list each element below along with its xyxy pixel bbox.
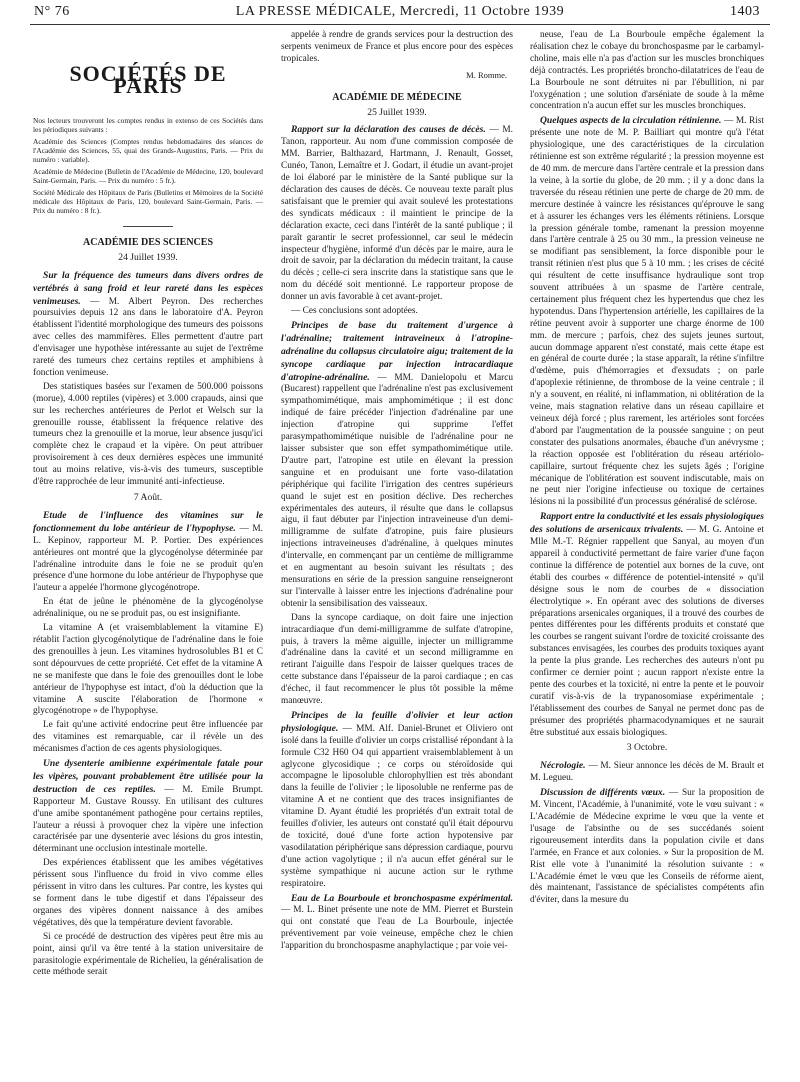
paragraph: appelée à rendre de grands services pour la destruction des serpents venimeux de France et plus encore pour des espèces tropicales.	[281, 30, 513, 64]
paragraph: Dans la syncope cardiaque, on doit faire une injection intracardiaque d'un demi-milligramme de sulfate d'atropine, puis, à travers la même aiguille, injecter un milligramme d'adrénaline dans la cavité et un second milligramme en retirant l'aiguille dans l'espoir de laisser quelques traces de cette substance dans l'épaisseur de la paroi cardiaque ; en cas d'échec, il faut recommencer le plus tôt possible la même manœuvre.	[281, 612, 513, 707]
article-title: Nécrologie.	[540, 760, 586, 772]
paragraph: — Ces conclusions sont adoptées.	[291, 306, 418, 317]
article-retine	[530, 115, 764, 509]
paragraph: neuse, l'eau de La Bourboule empêche également la réalisation chez le cobaye du bronchospasme par le carbamyl-choline, mais elle n'a pas d'action sur les muscles bronchiques déjà contractés. Les propriétés broncho-dilatatrices de l'eau de La Bourboule ne sont détruites ni par l'ébullition, ni par l'oxygénation ; une solution d'arséniate de soude à la même concentration n'a aucun effet sur les muscles bronchiques.	[530, 30, 764, 112]
paragraph: Si ce procédé de destruction des vipères peut être mis au point, ainsi qu'il va être tenté à la station universitaire de parasitologie expérimentale de Richelieu, la généralisation de cette méthode serait	[33, 931, 263, 978]
column-3	[530, 30, 764, 1075]
article-olivier	[281, 710, 513, 891]
column-1	[33, 30, 263, 1075]
source-hopitaux: Société Médicale des Hôpitaux de Paris (Bulletins et Mémoires de la Société médicale des Hôpitaux de Paris, 120, boulevard Saint-Germain, Paris. — Prix du numéro : 8 fr.).	[33, 187, 263, 216]
article-vitamines	[33, 510, 263, 595]
paragraph: La vitamine A (et vraisemblablement la vitamine E) rétablit l'action glycogénolytique de l'adrénaline dans le foie des grenouilles à jeun. Les vitamines hydrosolubles B1 et C sont dépourvues de cette propriété. Cet effet de la vitamine A ne se manifeste que dans le foie des grenouilles dont le lobe antérieur de l'hypophyse est intact, d'où la déduction que la vitamine A suscite l'élaboration de l'hormone « glycogénotrope » de l'hypophyse.	[33, 623, 263, 717]
article-body: — M. Tanon, rapporteur. Au nom d'une commission composée de MM. Barrier, Balthazard, Hartmann, J. Renault, Gosset, Cunéo, Tanon, Lemaître et J. Godart, il étudie un avant-projet de loi élaboré par le ministère de la Santé publique sur la déclaration des causes de décès. Ce nouveau texte paraît plus satisfaisant que le premier qui avait soulevé les protestations des syndicats médicaux : il maintient le principe de la déclaration exacte, ceci dans l'intérêt de la santé publique ; il paraît garantir le secret professionnel, car seul le médecin inspecteur d'hygiène, informé d'un décès par le maire, aura le droit de savoir, par la déclaration du médecin traitant, la cause du décès ; celle-ci sera inscrite dans la statistique sans que le nom du décédé soit mentionné. Le rapporteur propose de donner un avis favorable à cet avant-projet.	[281, 125, 513, 303]
article-necrologie	[530, 760, 764, 785]
article-title: Quelques aspects de la circulation rétinienne.	[540, 115, 722, 127]
paragraph: Des statistiques basées sur l'examen de 500.000 poissons (morue), 4.000 reptiles (vipères) et 3.000 crapauds, ainsi que sur les recherches antérieures de Perlot et Welsch sur la grenouille rousse, établissent la fréquence relative des tumeurs chez la grenouille et la morue, leur absence jusqu'ici complète chez le crapaud et la vipère. On peut attribuer provisoirement à ces deux dernières espèces une immunité tout au moins relative, vis-à-vis des tumeurs, susceptible d'être rapprochée de leur immunité anti-infectieuse.	[33, 381, 263, 488]
session-date: 3 Octobre.	[626, 742, 668, 754]
article-tumeurs	[33, 270, 263, 380]
article-body: — M. Sieur annonce les décès de M. Brault et M. Legueu.	[530, 761, 764, 784]
section-heading-medecine: ACADÉMIE DE MÉDECINE	[332, 91, 462, 103]
signature: M. Romme.	[466, 69, 507, 80]
header-rule	[30, 24, 770, 25]
divider	[123, 226, 173, 227]
intro-text: Nos lecteurs trouveront les comptes rendus in extenso de ces Sociétés dans les périodiques suivants :	[33, 115, 263, 135]
article-title: Principes de la feuille d'olivier et leur action physiologique.	[281, 709, 513, 734]
article-body: — M. L. Binet présente une note de MM. Pierret et Burstein qui ont constaté que l'eau de La Bourboule, injectée préventivement par voie veineuse, empêche chez le chien l'apparition du bronchospasme anaphylactique ; par voie vei-	[281, 905, 513, 952]
paragraph: Des expériences établissent que les amibes végétatives périssent sous l'influence du froid in vivo comme elles périssent in vitro dans les cultures. Par contre, les kystes qui se forment dans le tube digestif et dans l'épaisseur des organes des vipères donnent naissance à des amibes végétatives, dès que la température devient favorable.	[33, 858, 263, 928]
article-title: Rapport sur la déclaration des causes de décès.	[291, 124, 486, 136]
paragraph: Le fait qu'une activité endocrine peut être influencée par des vitamines est remarquable, car il révèle un des mécanismes d'action de ces agents physiologiques.	[33, 720, 263, 755]
article-body: — M. Rist présente une note de M. P. Bailliart qui montre qu'à l'état physiologique, une des caractéristiques de la circulation rétinienne est son extrême régularité ; la pression moyenne est de 40 mm. de mercure dans l'artère centrale et la pression dans la veine, à la sortie du globe, de 20 mm. ; il y a donc dans la traversée du réseau rétinien une perte de charge de 20 mm. de mercure destinée à vaincre les résistances qu'éprouve le sang et à assurer les échanges vers les éléments rétiniens. Lorsque la pression générale tombe, ramenant la pression moyenne dans l'artère centrale à 25 ou 30 mm., la pression veineuse ne se modifiant pas sensiblement, la force disponible pour le transit rétinien n'est plus que 5 à 10 mm. ; les crises de cécité qui résultent de cette insuffisance hydraulique sont trop souvent attribuées à un spasme de l'artère centrale, certainement plus fréquent chez les hypertendus que chez les hypotendus. Dans l'hypertension artérielle, les capillaires de la rétine peuvent avoir à supporter une charge énorme de 100 mm. de mercure ; parfois, chez des sujets jeunes surtout, aucun dommage apparent n'est constaté, mais cette étape est en général de courte durée ; la stase apparaît, la rétine s'infiltre d'œdème, puis d'hémorragies et d'exsudats ; on parle d'apoplexie rétinienne, de thrombose de la veine centrale ; il n'y a souvent, en réalité, ni inflammation, ni oblitération de la veine, mais stagnation relative dans un réseau capillaire et veineux déjà forcé ; plus rarement, les artérioles sont forcées d'abord par l'augmentation de la poussée sanguine ; on peut constater des pulsations anormales, ébauche d'un anévrysme ; la réaction opposée est l'oblitération du réseau artériolo-capillaire, surtout fréquente chez les sujets âgés ; l'origine mécanique de l'oblitération est souvent indiscutable, mais on ne peut nier l'origine infectieuse ou toxique de certaines lésions ni la possibilité d'un processus généralisé de sclérose.	[530, 116, 764, 508]
session-date: 25 Juillet 1939.	[367, 106, 427, 118]
article-dysenterie	[33, 758, 263, 856]
source-medecine: Académie de Médecine (Bulletin de l'Académie de Médecine, 120, boulevard Saint-Germain, Paris. — Prix du numéro : 5 fr.).	[33, 166, 263, 186]
article-title: Discussion de différents vœux.	[540, 787, 666, 799]
article-deces	[281, 124, 513, 304]
section-heading-sciences: ACADÉMIE DES SCIENCES	[82, 236, 214, 248]
page-title: SOCIÉTÉS DE PARIS	[69, 61, 227, 98]
journal-title: LA PRESSE MÉDICALE, Mercredi, 11 Octobre 1939	[235, 4, 565, 19]
page-header	[0, 0, 800, 24]
article-voeux	[530, 787, 764, 907]
article-body: — M. L. Kepinov, rapporteur M. P. Portier. Des expériences antérieures ont montré que la glycogénolyse déterminée par l'adrénaline introduite dans le foie ne se produit qu'en présence d'une hormone du lobe antérieur de l'hypophyse que l'auteur a appelée l'hormone glycogénotrope.	[33, 523, 263, 594]
paragraph: En état de jeûne le phénomène de la glycogénolyse adrénalinique, ou ne se produit pas, ou est insignifiante.	[33, 597, 263, 620]
article-title: Sur la fréquence des tumeurs dans divers ordres de vertébrés à sang froid et leur rareté dans les espèces venimeuses.	[33, 269, 263, 307]
article-body: — MM. Danielopolu et Marcu (Bucarest) rappellent que l'adrénaline n'est pas exclusivement sympathomimétique, mais amphomimétique ; il est donc indiqué de faire précéder l'injection d'adrénaline par une injection d'atropine qui supprime l'effet parasympathomimétique nuisible de l'adrénaline pour ne laisser subsister que son effet sympathomimétique utile. D'autre part, l'atropine est utile en élevant la pression sanguine et en produisant une forte vaso-dilatation périphérique qui facilite l'irrigation des centres supérieurs quand le sujet est en position déclive. Des recherches expérimentales des auteurs, il résulte que dans le collapsus aigu, il faut débuter par l'injection intraveineuse d'un demi-milligramme de sulfate d'atropine, puis faire plusieurs injections intraveineuses d'adrénaline, à quelques minutes d'intervalle, en commençant par un centième de milligramme et en augmentant au besoin suivant les résultats ; des mensurations en série de la pression sanguine renseigneront sur l'intervalle à laisser entre les injections d'adrénaline pour obtenir la sensibilisation des vaisseaux.	[281, 372, 513, 609]
article-title: Rapport entre la conductivité et les essais physiologiques des solutions de arsenicaux trivalents.	[530, 511, 764, 536]
article-adrenaline	[281, 320, 513, 611]
issue-number: N° 76	[34, 4, 70, 19]
session-date: 24 Juillet 1939.	[118, 251, 178, 263]
column-2	[281, 30, 513, 1075]
article-title: Eau de La Bourboule et bronchospasme expérimental.	[291, 892, 513, 904]
page-number: 1403	[730, 4, 760, 19]
article-title: Etude de l'influence des vitamines sur le fonctionnement du lobe antérieur de l'hypophyse.	[33, 509, 263, 534]
source-sciences: Académie des Sciences (Comptes rendus hebdomadaires des séances de l'Académie des Sciences, 55, quai des Grands-Augustins, Paris. — Prix du numéro : variable).	[33, 136, 263, 165]
article-body: — M. Albert Peyron. Des recherches poursuivies depuis 12 ans dans le laboratoire d'A. Peyron établissent l'identité morphologique des tumeurs des poissons avec celles des mammifères. Elles permettent d'autre part d'envisager une hypothèse intéressante au sujet de l'extrême rareté des tumeurs chez certains reptiles et amphibiens à fonction venimeuse.	[33, 296, 263, 378]
article-arsenicaux	[530, 511, 764, 739]
article-body: — M. G. Antoine et Mlle M.-T. Régnier rappellent que Sanyal, au moyen d'un appareil à conductivité permettant de faire varier d'une façon continue la différence de potentiel aux bornes de la cuve, ont établi des courbes « différence de potentiel-intensité » qu'il désigne sous le nom de courbes de « dissociation électrolytique ». En opérant avec des solutions de diverses préparations arsenicales organiques, il a trouvé des courbes de pentes différentes pour les différents produits et constaté que les courbes se rangent suivant l'ordre de toxicité croissante des substances envisagées, les courbes des produits toxiques ayant la pente la plus grande. Les recherches des auteurs n'ont pu confirmer ce dernier point ; aucun rapport n'existe entre la pente des courbes et la toxicité, ni entre la pente et le pouvoir curatif vis-à-vis de la trypanosomiase expérimentale ; l'établissement des courbes de Sanyal ne permet donc pas de présumer des propriétés pharmacodynamiques et ne saurait être substitué aux essais biologiques.	[530, 525, 764, 738]
article-body: — M. Emile Brumpt. Rapporteur M. Gustave Roussy. En utilisant des cultures d'une amibe spontanément pathogène pour certains reptiles, l'auteur a réussi à provoquer chez la vipère une infection caractérisée par une dysenterie avec lésions du gros intestin, déterminant une occlusion intestinale mortelle.	[33, 784, 263, 855]
article-body: — MM. Alf. Daniel-Brunet et Oliviero ont isolé dans la feuille d'olivier un corps cristallisé répondant à la formule C32 H60 O4 qui appartient vraisemblablement à un aglycone glycosidique ; ce corps ou stéroïdoside qui accompagne le liposoluble chlorophyllien est très abondant dans la feuille de l'olivier ; le liposoluble ne renferme pas de vitamine A et ne contient que des traces insignifiantes de vitamine D. Ayant étudié les propriétés d'un extrait total de feuilles d'olivier, les auteurs ont constaté qu'il était dépourvu de toxicité, doué d'une forte action hypotensive par vasodilatation périphérique sans dépression cardiaque, pourvu d'une action vagolytique ; il n'a aucun effet général sur le système sympathique ni aucune action sur le rythme respiratoire.	[281, 723, 513, 889]
article-title: Principes de base du traitement d'urgence à l'adrénaline; traitement intraveineux à l'atropine-adrénaline du collapsus circulatoire aigu; traitement de la syncope cardiaque par injection intracardiaque d'atropine-adrénaline.	[281, 319, 513, 383]
article-body: — Sur la proposition de M. Vincent, l'Académie, à l'unanimité, vote le vœu suivant : « L'Académie de Médecine exprime le vœu que la vente et l'usage de l'absinthe ou de ses succédanés soient rigoureusement interdits dans la population civile et dans l'armée, en France et aux colonies. » Sur la proposition de M. Rist elle vote à l'unanimité la résolution suivante : « L'Académie émet le vœu que les Conseils de réforme aient, dès maintenant, l'assistance de spécialistes compétents afin d'éviter, dans la mesure du	[530, 788, 764, 906]
session-date: 7 Août.	[133, 492, 163, 503]
article-title: Une dysenterie amibienne expérimentale fatale pour les vipères, pouvant probablement être utilisée pour la destruction de ces reptiles.	[33, 758, 263, 795]
article-bourboule	[281, 893, 513, 954]
